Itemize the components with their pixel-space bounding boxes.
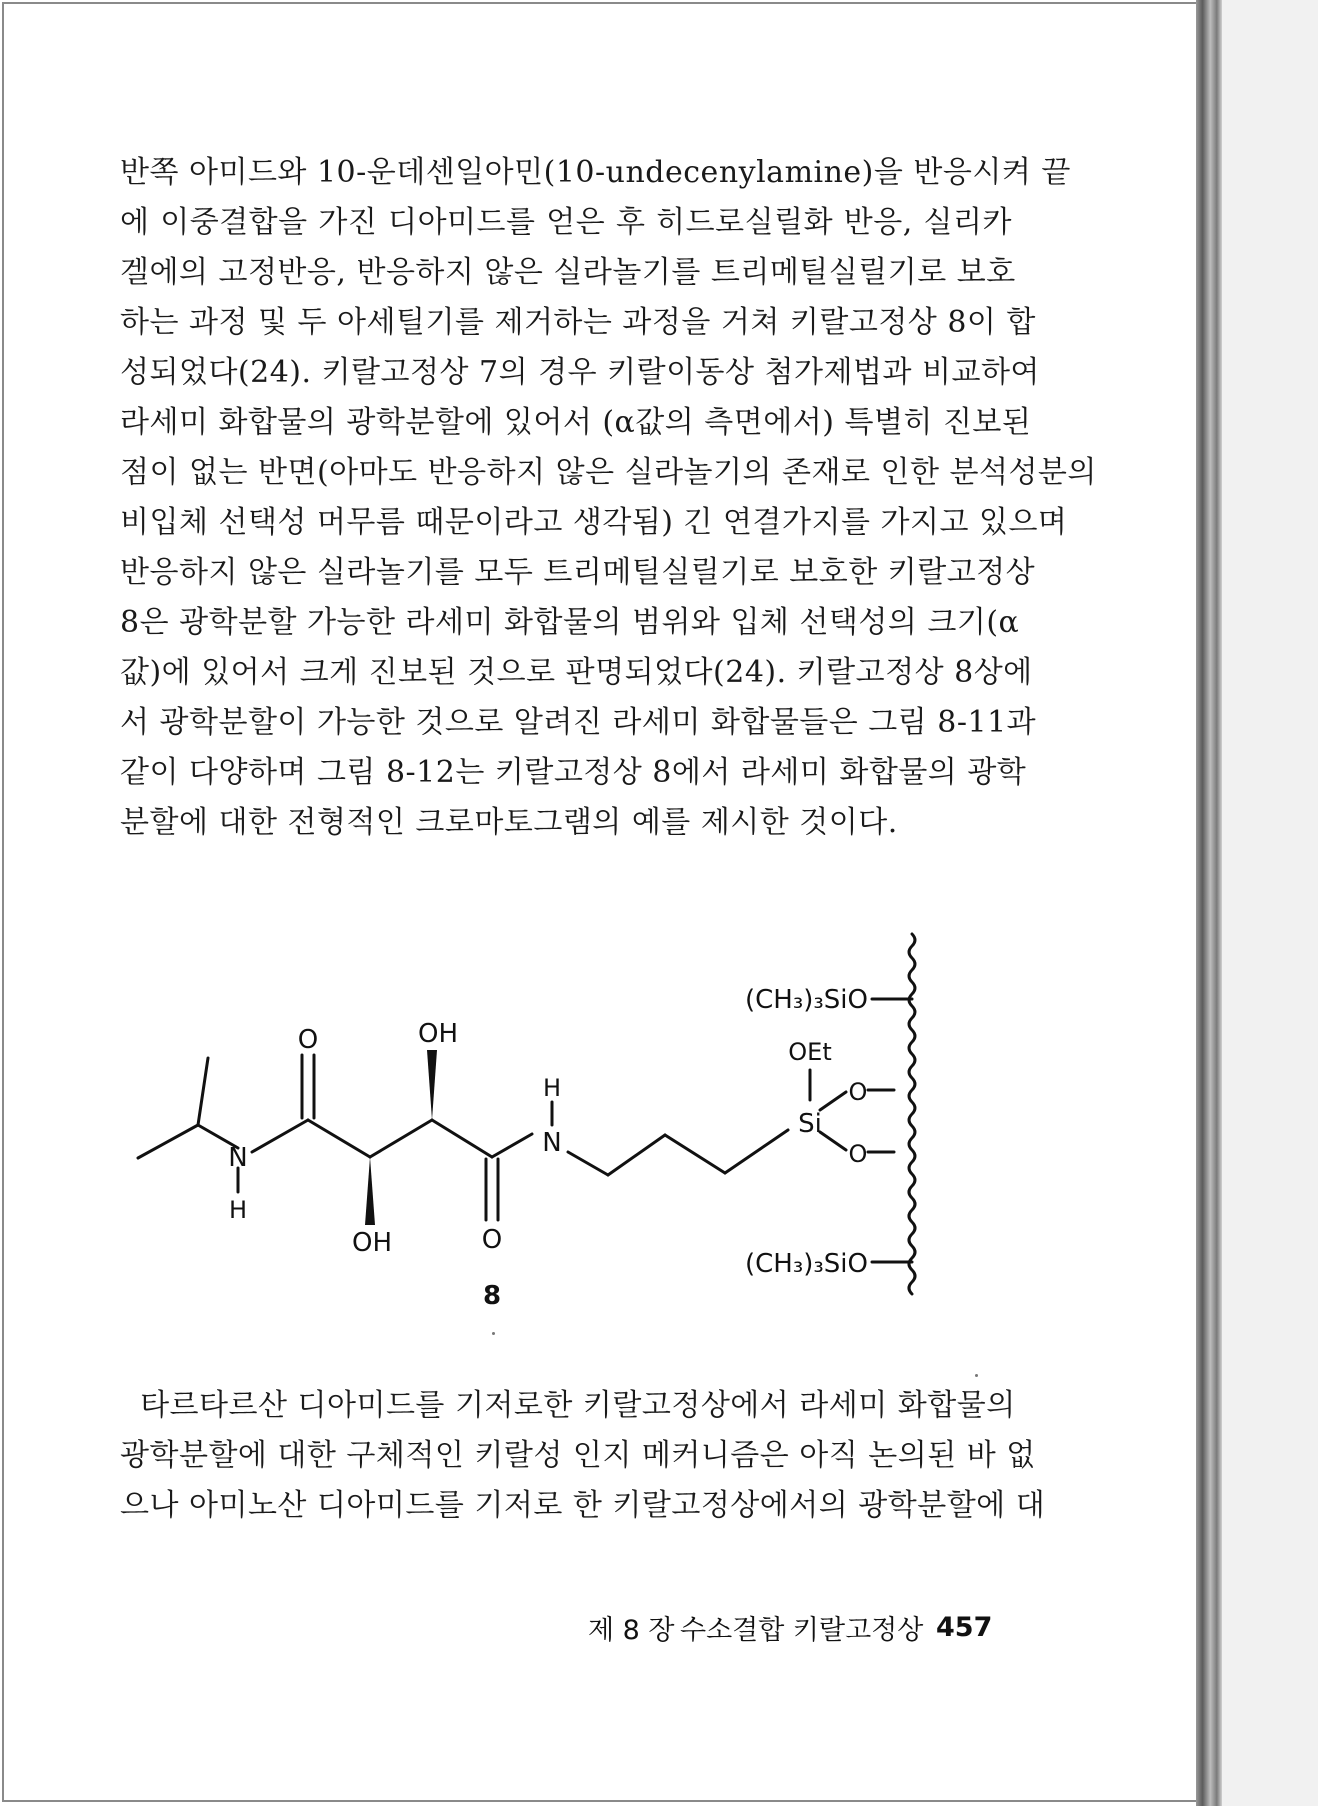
page-margin-gray bbox=[1222, 0, 1318, 1806]
bond bbox=[492, 1134, 532, 1157]
text-line: 하는 과정 및 두 아세틸기를 제거하는 과정을 거쳐 키랄고정상 8이 합 bbox=[120, 305, 1036, 340]
text-line: 점이 없는 반면(아마도 반응하지 않은 실라놀기의 존재로 인한 분석성분의 bbox=[120, 455, 1097, 490]
text-line: 8은 광학분할 가능한 라세미 화합물의 범위와 입체 선택성의 크기(α bbox=[120, 605, 1020, 640]
text-line: 비입체 선택성 머무름 때문이라고 생각됨) 긴 연결가지를 가지고 있으며 bbox=[120, 505, 1068, 540]
text-line: 서 광학분할이 가능한 것으로 알려진 라세미 화합물들은 그림 8-11과 bbox=[120, 705, 1037, 740]
text-line: 값)에 있어서 크게 진보된 것으로 판명되었다(24). 키랄고정상 8상에 bbox=[120, 655, 1033, 690]
text-line: 분할에 대한 전형적인 크로마토그램의 예를 제시한 것이다. bbox=[120, 805, 898, 840]
atom-label: O bbox=[848, 1140, 868, 1168]
text-line: 에 이중결합을 가진 디아미드를 얻은 후 히드로실릴화 반응, 실리카 bbox=[120, 205, 1012, 240]
atom-label: N bbox=[542, 1128, 562, 1158]
page-footer bbox=[560, 1608, 993, 1648]
wedge-bond bbox=[427, 1050, 437, 1120]
page-number: 457 bbox=[936, 1612, 993, 1643]
bond bbox=[198, 1058, 208, 1125]
wedge-bond bbox=[365, 1157, 375, 1225]
bond bbox=[252, 1120, 308, 1152]
atom-label: O bbox=[297, 1025, 319, 1055]
atom-label: N bbox=[228, 1143, 248, 1173]
atom-label: Si bbox=[798, 1109, 822, 1139]
bond bbox=[308, 1120, 370, 1157]
bond bbox=[432, 1120, 492, 1157]
body-paragraph-2 bbox=[120, 1381, 1046, 1531]
text-line: 광학분할에 대한 구체적인 키랄성 인지 메커니즘은 아직 논의된 바 없 bbox=[120, 1438, 1036, 1473]
atom-label: OH bbox=[417, 1019, 459, 1049]
tms-group-bottom: (CH₃)₃SiO bbox=[744, 1249, 868, 1279]
scan-speck bbox=[975, 1374, 978, 1377]
chapter-label: 제 8 장 bbox=[588, 1615, 675, 1646]
chapter-title: 수소결합 키랄고정상 bbox=[680, 1615, 924, 1646]
body-paragraph-1 bbox=[120, 148, 1097, 848]
atom-label: O bbox=[481, 1225, 503, 1255]
atom-label: O bbox=[848, 1078, 868, 1106]
text-line: 성되었다(24). 키랄고정상 7의 경우 키랄이동상 첨가제법과 비교하여 bbox=[120, 355, 1040, 390]
page-edge bbox=[1196, 0, 1222, 1806]
bond bbox=[370, 1120, 432, 1157]
atom-label: OEt bbox=[788, 1038, 832, 1066]
text-line: 으나 아미노산 디아미드를 기저로 한 키랄고정상에서의 광학분할에 대 bbox=[120, 1488, 1046, 1523]
scan-speck bbox=[492, 1332, 495, 1335]
atom-label: H bbox=[542, 1074, 562, 1102]
bond bbox=[820, 1092, 846, 1110]
silica-surface bbox=[909, 934, 915, 1294]
text-line: 타르타르산 디아미드를 기저로한 키랄고정상에서 라세미 화합물의 bbox=[120, 1388, 1016, 1423]
atom-label: OH bbox=[351, 1228, 393, 1258]
bond bbox=[725, 1130, 788, 1173]
bond bbox=[608, 1135, 665, 1175]
chemical-structure-8 bbox=[120, 920, 940, 1320]
bond bbox=[820, 1132, 846, 1150]
bond bbox=[568, 1152, 608, 1175]
tms-group-top: (CH₃)₃SiO bbox=[744, 985, 868, 1015]
text-line: 반쪽 아미드와 10-운데센일아민(10-undecenylamine)을 반응시켜 끝 bbox=[120, 155, 1071, 190]
text-line: 반응하지 않은 실라놀기를 모두 트리메틸실릴기로 보호한 키랄고정상 bbox=[120, 555, 1036, 590]
atom-label: H bbox=[228, 1196, 248, 1224]
bond bbox=[138, 1125, 198, 1158]
compound-number: 8 bbox=[482, 1281, 502, 1311]
text-line: 같이 다양하며 그림 8-12는 키랄고정상 8에서 라세미 화합물의 광학 bbox=[120, 755, 1027, 790]
text-line: 라세미 화합물의 광학분할에 있어서 (α값의 측면에서) 특별히 진보된 bbox=[120, 405, 1032, 440]
text-line: 겔에의 고정반응, 반응하지 않은 실라놀기를 트리메틸실릴기로 보호 bbox=[120, 255, 1016, 290]
bond bbox=[665, 1135, 725, 1173]
